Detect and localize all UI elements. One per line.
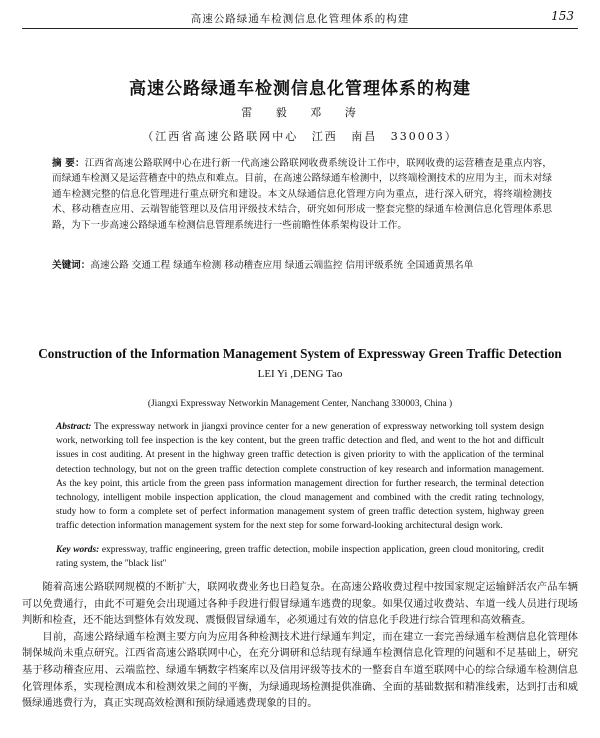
affiliation-cn: （江西省高速公路联网中心 江西 南昌 330003） bbox=[142, 130, 458, 143]
body-text bbox=[22, 580, 578, 713]
keywords-text-cn: 高速公路 交通工程 绿通车检测 移动稽查应用 绿通云端监控 信用评级系统 全国通黄黑名单 bbox=[90, 260, 474, 271]
keywords-cn bbox=[52, 258, 552, 273]
body-paragraph: 随着高速公路联网规模的不断扩大，联网收费业务也日趋复杂。在高速公路收费过程中按国家规定运输鲜活农产品车辆可以免费通行，由此不可避免会出现通过各种手段进行假冒绿通车逃费的现象。如果仅通过收费站、车道一线人员进行现场判断和检查，还不能达到整体有效发现、震慑假冒绿通车，必须通过有效的信息化手段进行综合管理和高效稽查。 bbox=[22, 582, 578, 627]
keywords-text-en: expressway, traffic engineering, green traffic detection, mobile inspection application, green cloud monitoring, credit rating system, the "black list" bbox=[56, 545, 544, 570]
keywords-label-en: Key words: bbox=[56, 545, 100, 555]
running-header bbox=[22, 8, 578, 29]
keywords-en bbox=[56, 543, 544, 571]
body-paragraph: 目前，高速公路绿通车检测主要方向为应用各种检测技术进行绿通车判定，而在建立一套完善绿通车检测信息化管理体制保城尚未重点研究。江西省高速公路联网中心，在充分调研和总结现有绿通车检测信息化管理的问题和不足基础上，研究基于移动稽查应用、云端监控、绿通车辆数字档案库以及信用评级等技术的一整套自车道至联网中心的综合绿通车检测信息化管理体系，实现检测成本和检测效果之间的平衡，为绿通现场检测提供准确、全面的基础数据和精准线索，达到打击和威慑绿通逃费行为，真正实现高效检测和预防绿通逃费现象的目的。 bbox=[22, 631, 578, 710]
authors-cn: 雷 毅 邓 涛 bbox=[241, 106, 359, 119]
keywords-label-cn: 关键词： bbox=[52, 260, 91, 271]
page-number: 153 bbox=[551, 9, 574, 23]
abstract-text-en: The expressway network in jiangxi province center for a new generation of expressway networking toll system design work, networking toll fee inspection is the key content, but the green traffic detection and fled, and went to the hot and difficult issues in cost auditing. At present in the highway green traffic detection is given priority to with the application of the terminal detection technology, but not on the green traffic detection complete construction of key research and information management. As the key point, this article from the green pass information management direction for further research, the terminal detection technology, intelligent mobile inspection application, the cloud management and combined with the credit rating technology, study how to form a complete set of perfect information management system of green traffic detection system, highway green traffic detection information management system for the next step for some forward-looking architectural design work. bbox=[56, 422, 544, 532]
paper-title-cn: 高速公路绿通车检测信息化管理体系的构建 bbox=[129, 79, 471, 99]
paper-title-en: Construction of the Information Management System of Expressway Green Traffic Detection bbox=[38, 346, 562, 361]
running-title: 高速公路绿通车检测信息化管理体系的构建 bbox=[190, 13, 410, 25]
abstract-label-en: Abstract: bbox=[56, 422, 92, 432]
authors-en: LEI Yi ,DENG Tao bbox=[257, 368, 343, 380]
abstract-label-cn: 摘 要： bbox=[52, 158, 85, 169]
abstract-cn bbox=[52, 156, 552, 233]
abstract-en bbox=[56, 420, 544, 534]
abstract-text-cn: 江西省高速公路联网中心在进行新一代高速公路联网收费系统设计工作中，联网收费的运营稽查是重点内容，而绿通车检测又是运营稽查中的热点和难点。目前，在高速公路绿通车检测中，以终端检测技术的应用为主，而未对绿通车检测完整的信息化管理进行重点研究和建设。本文从绿通信息化管理方向为重点，进行深入研究，将终端检测技术、移动稽查应用、云端智能管理以及信用评级技术结合，研究如何形成一整套完整的绿通车检测信息化管理体系思路，为下一步高速公路绿通车检测信息管理系统进行一些前瞻性体系架构设计工作。 bbox=[52, 158, 552, 231]
affiliation-en: (Jiangxi Expressway Networkin Management Center, Nanchang 330003, China ) bbox=[147, 399, 453, 409]
